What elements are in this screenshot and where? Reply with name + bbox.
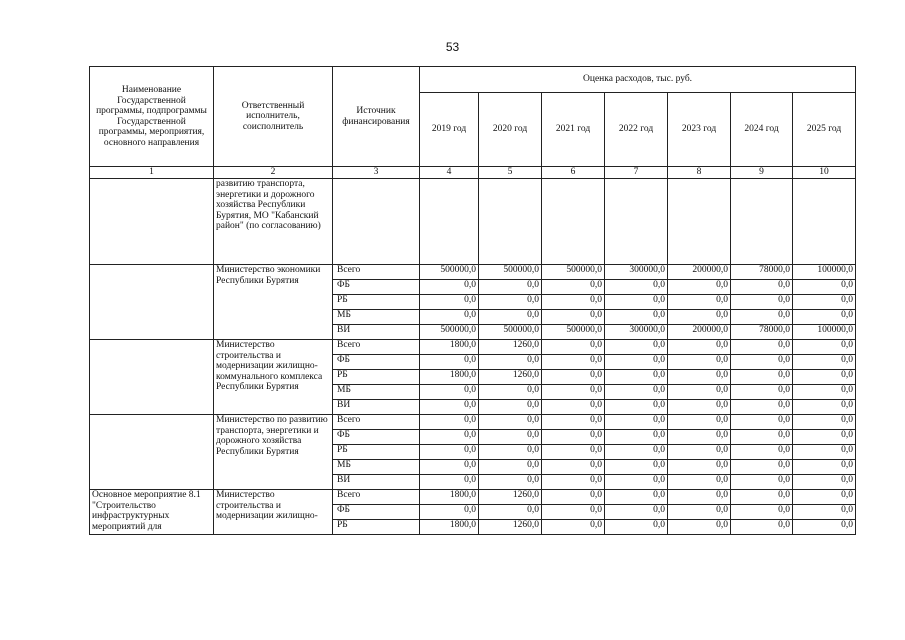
value-cell: 100000,0 (793, 325, 856, 340)
value-cell: 0,0 (479, 310, 542, 325)
column-index: 2 (214, 167, 333, 179)
value-cell: 0,0 (668, 370, 731, 385)
value-cell: 0,0 (542, 445, 605, 460)
value-cell: 500000,0 (479, 325, 542, 340)
value-cell: 0,0 (793, 280, 856, 295)
value-cell: 0,0 (668, 400, 731, 415)
value-cell: 0,0 (420, 460, 479, 475)
executor-cell: Министерство экономики Республики Бурятия (214, 265, 333, 340)
value-cell: 1260,0 (479, 370, 542, 385)
column-index: 9 (731, 167, 793, 179)
value-cell: 100000,0 (793, 265, 856, 280)
funding-source-cell: РБ (333, 520, 420, 535)
value-cell: 0,0 (793, 445, 856, 460)
value-cell: 0,0 (668, 490, 731, 505)
funding-source-cell: ФБ (333, 355, 420, 370)
value-cell: 0,0 (605, 370, 668, 385)
value-cell: 0,0 (605, 430, 668, 445)
value-cell: 0,0 (420, 475, 479, 490)
value-cell: 0,0 (479, 475, 542, 490)
value-cell: 0,0 (479, 460, 542, 475)
value-cell: 0,0 (605, 460, 668, 475)
value-cell: 0,0 (420, 415, 479, 430)
value-cell: 0,0 (793, 340, 856, 355)
value-cell: 0,0 (605, 415, 668, 430)
value-cell: 0,0 (668, 295, 731, 310)
value-cell: 0,0 (605, 280, 668, 295)
value-cell: 0,0 (420, 400, 479, 415)
value-cell: 0,0 (668, 430, 731, 445)
budget-table (89, 66, 856, 535)
value-cell: 0,0 (793, 370, 856, 385)
value-cell: 0,0 (479, 430, 542, 445)
program-name-cell (90, 340, 214, 415)
value-cell: 0,0 (668, 460, 731, 475)
value-cell: 0,0 (793, 505, 856, 520)
value-cell: 0,0 (731, 280, 793, 295)
funding-source-cell: МБ (333, 385, 420, 400)
value-cell: 0,0 (731, 505, 793, 520)
value-cell: 0,0 (479, 400, 542, 415)
value-cell: 0,0 (731, 460, 793, 475)
column-index: 6 (542, 167, 605, 179)
value-cell: 0,0 (731, 295, 793, 310)
value-cell: 0,0 (479, 445, 542, 460)
value-cell: 1800,0 (420, 340, 479, 355)
value-cell: 0,0 (668, 310, 731, 325)
value-cell: 0,0 (731, 310, 793, 325)
value-cell: 0,0 (605, 355, 668, 370)
value-cell: 0,0 (793, 415, 856, 430)
column-index: 5 (479, 167, 542, 179)
value-cell: 0,0 (542, 415, 605, 430)
value-cell: 0,0 (731, 355, 793, 370)
header-year: 2021 год (542, 93, 605, 167)
value-cell: 1800,0 (420, 490, 479, 505)
value-cell: 0,0 (542, 490, 605, 505)
header-funding-source: Источник финансирования (333, 67, 420, 167)
value-cell: 0,0 (479, 295, 542, 310)
funding-source-cell: РБ (333, 295, 420, 310)
table-row (90, 490, 856, 505)
value-cell: 0,0 (420, 430, 479, 445)
value-cell: 0,0 (542, 370, 605, 385)
value-cell: 0,0 (542, 280, 605, 295)
table-row (90, 415, 856, 430)
value-cell: 0,0 (668, 340, 731, 355)
value-cell: 0,0 (793, 400, 856, 415)
funding-source-cell: ВИ (333, 475, 420, 490)
funding-source-cell: РБ (333, 445, 420, 460)
value-cell: 0,0 (731, 475, 793, 490)
value-cell: 0,0 (731, 370, 793, 385)
value-cell: 0,0 (793, 310, 856, 325)
value-cell: 0,0 (479, 355, 542, 370)
value-cell: 0,0 (731, 520, 793, 535)
program-name-cell (90, 265, 214, 340)
value-cell: 0,0 (731, 340, 793, 355)
funding-source-cell: МБ (333, 310, 420, 325)
value-cell: 0,0 (605, 490, 668, 505)
header-estimate: Оценка расходов, тыс. руб. (420, 67, 856, 93)
header-year: 2022 год (605, 93, 668, 167)
header-program-name: Наименование Государственной программы, подпрограммы Государственной программы, мероприятия, основного направления (90, 67, 214, 167)
executor-cell: Министерство строительства и модернизации жилищно-коммунального комплекса Республики Бурятия (214, 340, 333, 415)
executor-cell: Министерство по развитию транспорта, энергетики и дорожного хозяйства Республики Бурятия (214, 415, 333, 490)
funding-source-cell: ФБ (333, 430, 420, 445)
value-cell: 0,0 (542, 340, 605, 355)
value-cell: 200000,0 (668, 265, 731, 280)
value-cell: 0,0 (542, 310, 605, 325)
value-cell: 500000,0 (542, 265, 605, 280)
value-cell: 0,0 (668, 415, 731, 430)
value-cell: 0,0 (542, 475, 605, 490)
value-cell: 1260,0 (479, 340, 542, 355)
funding-source-cell: МБ (333, 460, 420, 475)
value-cell: 0,0 (542, 505, 605, 520)
value-cell: 0,0 (420, 505, 479, 520)
name-cell-continued (90, 179, 214, 265)
value-cell: 0,0 (542, 355, 605, 370)
value-cell: 0,0 (731, 445, 793, 460)
column-index: 3 (333, 167, 420, 179)
value-cell: 0,0 (731, 415, 793, 430)
value-cell: 0,0 (479, 505, 542, 520)
value-cell: 0,0 (793, 490, 856, 505)
value-cell: 0,0 (420, 280, 479, 295)
header-year: 2024 год (731, 93, 793, 167)
value-cell: 0,0 (420, 445, 479, 460)
value-cell: 0,0 (793, 520, 856, 535)
funding-source-cell: Всего (333, 340, 420, 355)
column-index: 4 (420, 167, 479, 179)
value-cell: 0,0 (668, 475, 731, 490)
funding-source-cell: Всего (333, 415, 420, 430)
header-year: 2020 год (479, 93, 542, 167)
funding-source-cell: ВИ (333, 400, 420, 415)
value-cell: 0,0 (793, 475, 856, 490)
value-cell: 0,0 (793, 295, 856, 310)
value-cell: 300000,0 (605, 265, 668, 280)
header-year: 2019 год (420, 93, 479, 167)
value-cell: 0,0 (605, 445, 668, 460)
value-cell: 300000,0 (605, 325, 668, 340)
funding-source-cell: ФБ (333, 505, 420, 520)
value-cell: 0,0 (731, 400, 793, 415)
value-cell: 0,0 (731, 490, 793, 505)
value-cell: 0,0 (605, 520, 668, 535)
header-year: 2025 год (793, 93, 856, 167)
value-cell: 200000,0 (668, 325, 731, 340)
value-cell: 500000,0 (479, 265, 542, 280)
column-index: 10 (793, 167, 856, 179)
value-cell: 500000,0 (542, 325, 605, 340)
value-cell: 0,0 (731, 430, 793, 445)
funding-source-cell: ВИ (333, 325, 420, 340)
value-cell: 0,0 (605, 475, 668, 490)
value-cell: 0,0 (668, 280, 731, 295)
value-cell: 0,0 (420, 310, 479, 325)
value-cell: 0,0 (542, 520, 605, 535)
value-cell: 0,0 (479, 280, 542, 295)
value-cell: 0,0 (731, 385, 793, 400)
value-cell: 0,0 (542, 295, 605, 310)
executor-cell: Министерство строительства и модернизации жилищно- (214, 490, 333, 535)
value-cell: 0,0 (793, 385, 856, 400)
program-name-cell (90, 415, 214, 490)
value-cell: 78000,0 (731, 325, 793, 340)
value-cell: 0,0 (668, 355, 731, 370)
value-cell: 0,0 (605, 295, 668, 310)
value-cell: 78000,0 (731, 265, 793, 280)
value-cell: 0,0 (605, 400, 668, 415)
value-cell: 0,0 (668, 385, 731, 400)
value-cell: 0,0 (605, 385, 668, 400)
funding-source-cell: Всего (333, 265, 420, 280)
value-cell: 0,0 (542, 430, 605, 445)
funding-source-cell: ФБ (333, 280, 420, 295)
value-cell: 0,0 (542, 460, 605, 475)
value-cell: 0,0 (605, 505, 668, 520)
header-executor: Ответственный исполнитель, соисполнитель (214, 67, 333, 167)
column-index: 7 (605, 167, 668, 179)
value-cell: 0,0 (605, 310, 668, 325)
value-cell: 500000,0 (420, 325, 479, 340)
program-name-cell: Основное мероприятие 8.1 "Строительство инфраструктурных мероприятий для (90, 490, 214, 535)
executor-continued: развитию транспорта, энергетики и дорожного хозяйства Республики Бурятия, МО "Кабанский район" (по согласованию) (214, 179, 333, 265)
value-cell: 0,0 (793, 355, 856, 370)
column-index: 1 (90, 167, 214, 179)
value-cell: 0,0 (479, 385, 542, 400)
page-number: 53 (445, 40, 460, 54)
value-cell: 0,0 (793, 430, 856, 445)
value-cell: 0,0 (542, 400, 605, 415)
value-cell: 0,0 (420, 385, 479, 400)
value-cell: 0,0 (605, 340, 668, 355)
value-cell: 0,0 (668, 505, 731, 520)
value-cell: 0,0 (420, 355, 479, 370)
value-cell: 0,0 (668, 520, 731, 535)
funding-source-cell: Всего (333, 490, 420, 505)
column-index: 8 (668, 167, 731, 179)
value-cell: 0,0 (542, 385, 605, 400)
value-cell: 1260,0 (479, 520, 542, 535)
table-row (90, 340, 856, 355)
value-cell: 0,0 (420, 295, 479, 310)
value-cell: 1800,0 (420, 520, 479, 535)
table-row (90, 265, 856, 280)
value-cell: 0,0 (668, 445, 731, 460)
value-cell: 1260,0 (479, 490, 542, 505)
value-cell: 0,0 (479, 415, 542, 430)
value-cell: 1800,0 (420, 370, 479, 385)
value-cell: 500000,0 (420, 265, 479, 280)
header-year: 2023 год (668, 93, 731, 167)
funding-source-cell: РБ (333, 370, 420, 385)
value-cell: 0,0 (793, 460, 856, 475)
